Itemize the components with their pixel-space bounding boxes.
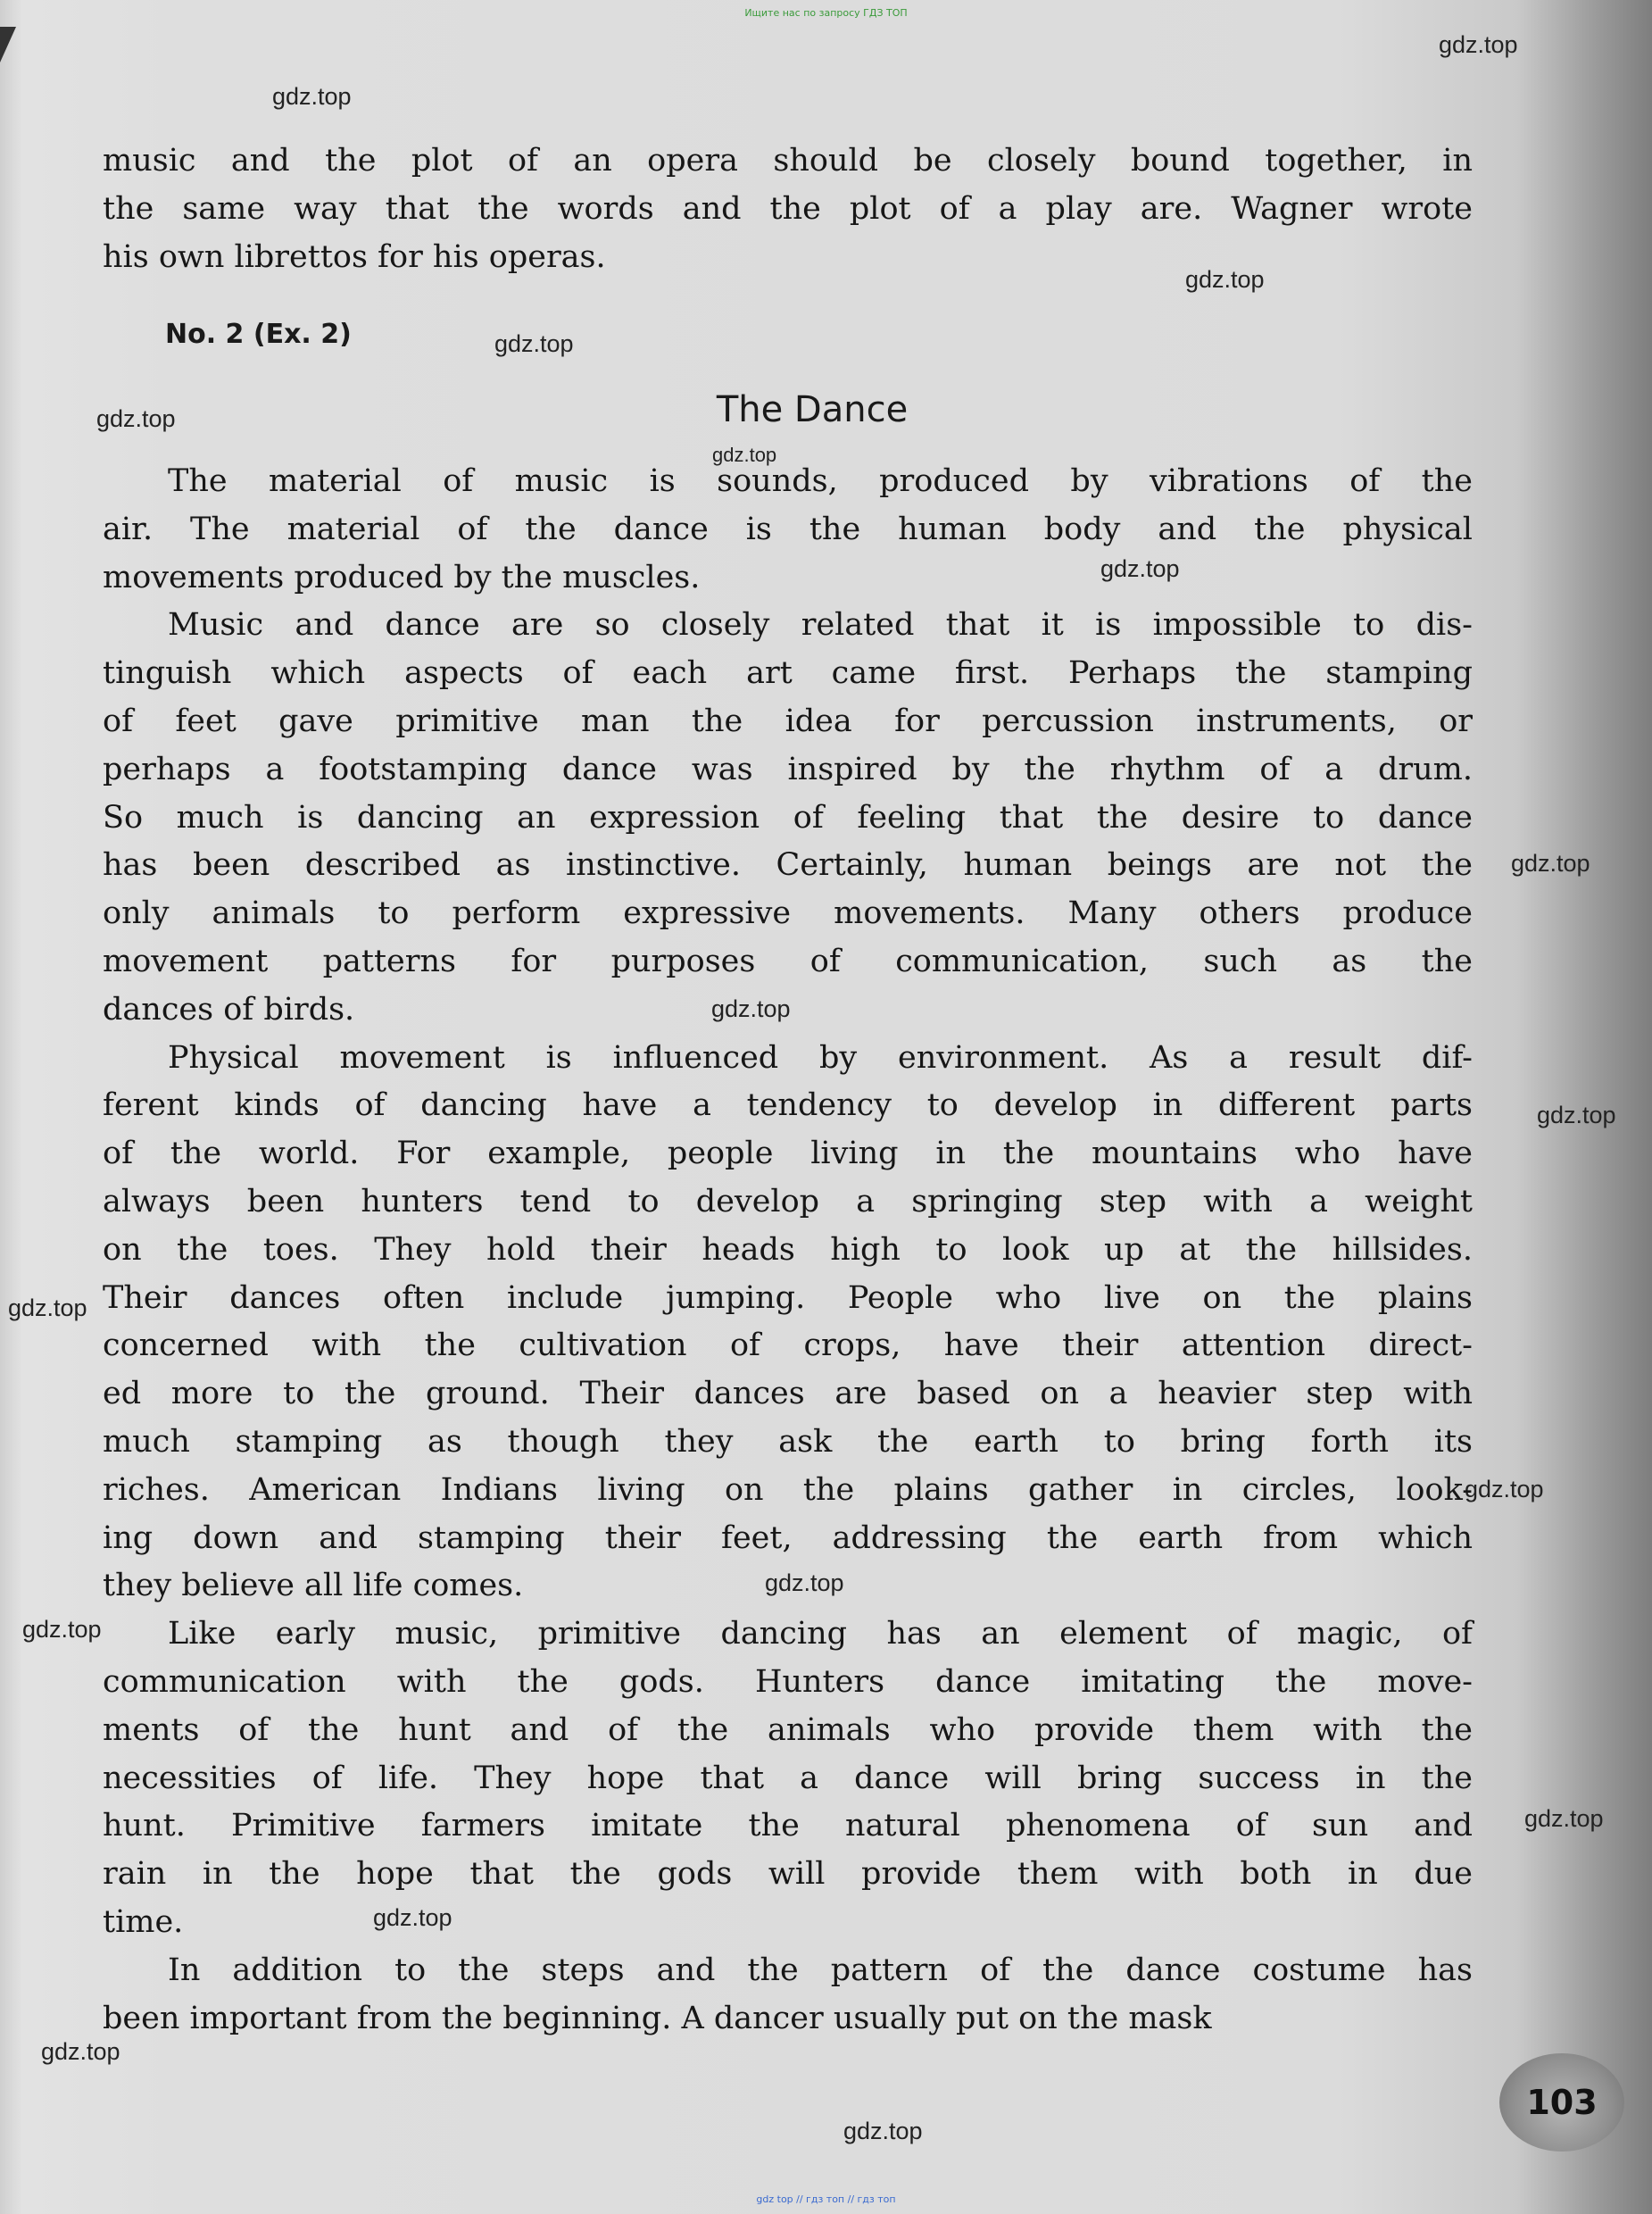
text-line: only animals to perform expressive movements. Many others produce [103, 895, 1473, 931]
watermark: gdz.top [494, 330, 574, 357]
page-number: 103 [1499, 2053, 1624, 2152]
watermark: gdz.top [1537, 1102, 1616, 1128]
text-line: much stamping as though they ask the earth to bring forth its [103, 1424, 1473, 1460]
watermark: gdz.top [41, 2038, 120, 2065]
watermark: gdz.top [1511, 850, 1590, 877]
text-line: ed more to the ground. Their dances are based on a heavier step with [103, 1376, 1473, 1411]
text-line: Like early music, primitive dancing has an element of magic, of [168, 1616, 1473, 1652]
text-line: The material of music is sounds, produced by vibrations of the [168, 463, 1473, 499]
watermark: gdz.top [712, 444, 777, 466]
text-line: of feet gave primitive man the idea for percussion instruments, or [103, 703, 1473, 739]
watermark: gdz.top [1465, 1476, 1544, 1502]
text-line: ing down and stamping their feet, addressing the earth from which [103, 1520, 1473, 1556]
watermark: gdz.top [272, 83, 352, 110]
text-line: they believe all life comes. [103, 1568, 524, 1603]
watermark: gdz.top [96, 405, 176, 432]
watermark: gdz.top [765, 1569, 844, 1596]
watermark: gdz.top [1100, 555, 1180, 582]
bottom-banner[interactable]: gdz top // гдз топ // гдз топ [756, 2193, 896, 2205]
text-line: In addition to the steps and the pattern of the dance costume has [168, 1952, 1473, 1988]
watermark: gdz.top [1524, 1805, 1604, 1832]
text-line: communication with the gods. Hunters dance imitating the move- [103, 1664, 1473, 1700]
text-line: So much is dancing an expression of feeling that the desire to dance [103, 800, 1473, 836]
text-line: his own librettos for his operas. [103, 239, 606, 275]
text-line: tinguish which aspects of each art came first. Perhaps the stamping [103, 655, 1473, 691]
watermark: gdz.top [8, 1294, 87, 1321]
watermark: gdz.top [373, 1904, 452, 1931]
text-line: necessities of life. They hope that a dance will bring success in the [103, 1760, 1473, 1796]
watermark: gdz.top [1439, 31, 1518, 58]
text-line: always been hunters tend to develop a springing step with a weight [103, 1184, 1473, 1219]
text-line: been important from the beginning. A dancer usually put on the mask [103, 2001, 1212, 2036]
text-line: has been described as instinctive. Certainly, human beings are not the [103, 847, 1473, 883]
watermark: gdz.top [711, 995, 791, 1022]
text-line: concerned with the cultivation of crops, have their attention direct- [103, 1328, 1473, 1363]
text-line: movements produced by the muscles. [103, 560, 701, 595]
text-line: of the world. For example, people living in the mountains who have [103, 1136, 1473, 1171]
top-banner[interactable]: Ищите нас по запросу ГДЗ ТОП [744, 7, 908, 19]
article-title: The Dance [716, 389, 909, 430]
text-line: rain in the hope that the gods will provide them with both in due [103, 1856, 1473, 1892]
text-line: hunt. Primitive farmers imitate the natural phenomena of sun and [103, 1808, 1473, 1844]
text-line: riches. American Indians living on the plains gather in circles, look- [103, 1472, 1473, 1508]
text-line: ments of the hunt and of the animals who provide them with the [103, 1712, 1473, 1748]
text-line: movement patterns for purposes of communication, such as the [103, 944, 1473, 979]
watermark: gdz.top [843, 2118, 923, 2144]
text-line: on the toes. They hold their heads high to look up at the hillsides. [103, 1232, 1473, 1268]
text-line: time. [103, 1904, 184, 1940]
text-line: dances of birds. [103, 992, 355, 1028]
text-line: Their dances often include jumping. People who live on the plains [103, 1280, 1473, 1316]
text-line: air. The material of the dance is the human body and the physical [103, 512, 1473, 547]
page-corner-shadow [0, 27, 16, 62]
watermark: gdz.top [1185, 266, 1265, 293]
text-line: Physical movement is influenced by environment. As a result dif- [168, 1040, 1473, 1076]
text-line: music and the plot of an opera should be closely bound together, in [103, 143, 1473, 179]
exercise-heading: No. 2 (Ex. 2) [165, 319, 352, 350]
watermark: gdz.top [22, 1616, 102, 1643]
text-line: perhaps a footstamping dance was inspired by the rhythm of a drum. [103, 752, 1473, 787]
text-line: the same way that the words and the plot of a play are. Wagner wrote [103, 191, 1473, 227]
text-line: Music and dance are so closely related that it is impossible to dis- [168, 607, 1473, 643]
text-line: ferent kinds of dancing have a tendency to develop in different parts [103, 1087, 1473, 1123]
